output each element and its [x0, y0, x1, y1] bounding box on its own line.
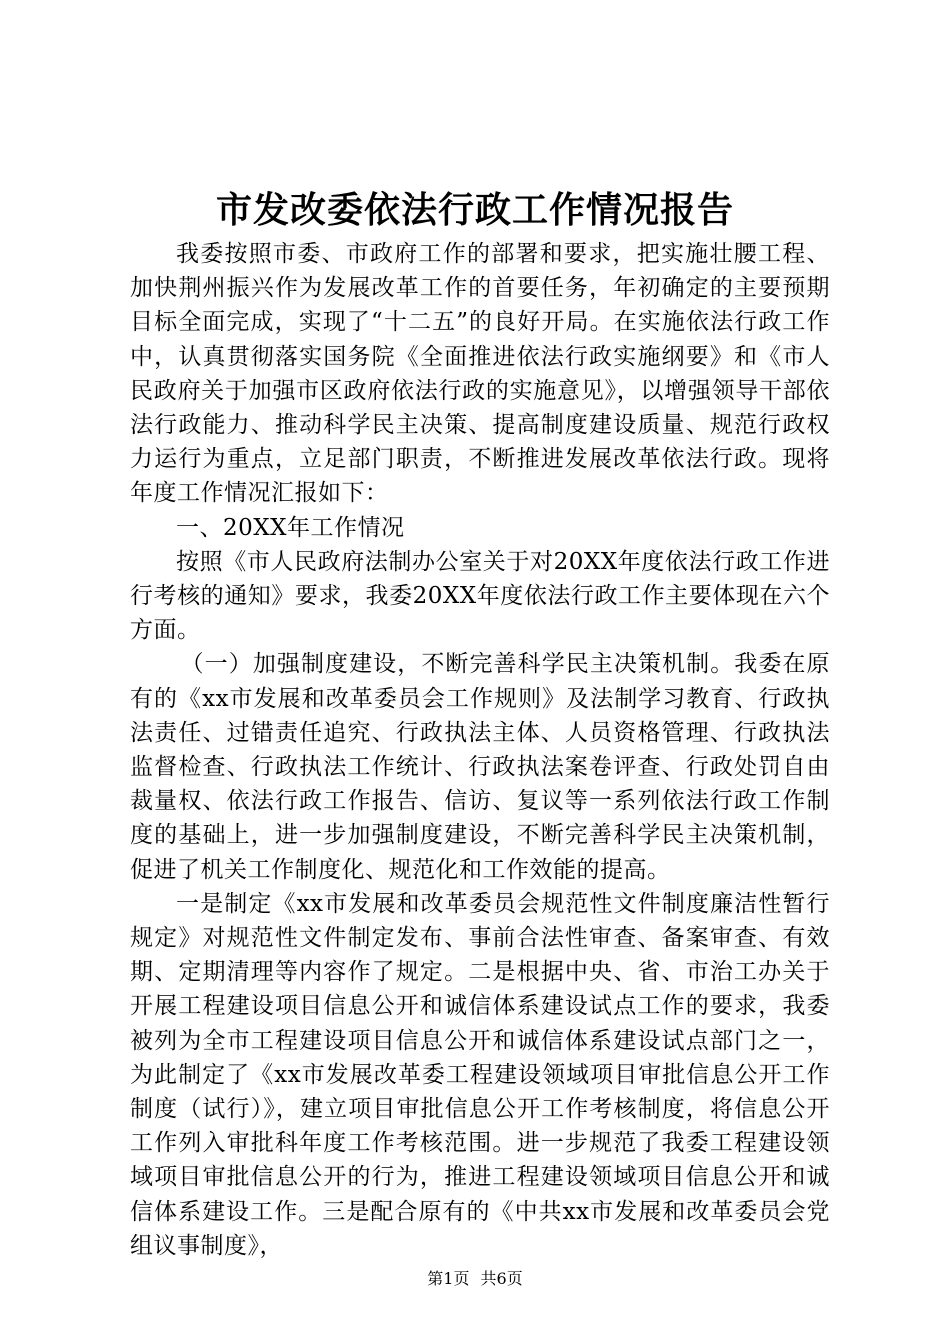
paragraph-subsection-1: （一）加强制度建设，不断完善科学民主决策机制。我委在原有的《xx市发展和改革委员会工作规则》及法制学习教育、行政执法责任、过错责任追究、行政执法主体、人员资格管理、行政执法监督检查、行政执法工作统计、行政执法案卷评查、行政处罚自由裁量权、依法行政工作报告、信访、复议等一系列依法行政工作制度的基础上，进一步加强制度建设，不断完善科学民主决策机制，促进了机关工作制度化、规范化和工作效能的提高。 — [130, 651, 830, 883]
paragraph-details: 一是制定《xx市发展和改革委员会规范性文件制度廉洁性暂行规定》对规范性文件制定发布、事前合法性审查、备案审查、有效期、定期清理等内容作了规定。二是根据中央、省、市治工办关于开展工程建设项目信息公开和诚信体系建设试点工作的要求，我委被列为全市工程建设项目信息公开和诚信体系建设试点部门之一，为此制定了《xx市发展改革委工程建设领域项目审批信息公开工作制度（试行）》，建立项目审批信息公开工作考核制度，将信息公开工作列入审批科年度工作考核范围。进一步规范了我委工程建设领域项目审批信息公开的行为，推进工程建设领域项目信息公开和诚信体系建设工作。三是配合原有的《中共xx市发展和改革委员会党组议事制度》， — [130, 890, 830, 1259]
section-heading: 一、20XX年工作情况 — [176, 514, 405, 541]
document-title: 市发改委依法行政工作情况报告 — [215, 189, 734, 231]
page-number-current: 第1页 — [427, 1269, 470, 1288]
paragraph-intro: 我委按照市委、市政府工作的部署和要求，把实施壮腰工程、加快荆州振兴作为发展改革工作的首要任务，年初确定的主要预期目标全面完成，实现了“十二五”的良好开局。在实施依法行政工作中，认真贯彻落实国务院《全面推进依法行政实施纲要》和《市人民政府关于加强市区政府依法行政的实施意见》，以增强领导干部依法行政能力、推动科学民主决策、提高制度建设质量、规范行政权力运行为重点，立足部门职责，不断推进发展改革依法行政。现将年度工作情况汇报如下： — [130, 241, 830, 507]
document-body — [130, 237, 830, 1263]
page-footer — [0, 1268, 950, 1290]
page-number-total: 共6页 — [480, 1269, 523, 1288]
paragraph-assessment: 按照《市人民政府法制办公室关于对20XX年度依法行政工作进行考核的通知》要求，我委20XX年度依法行政工作主要体现在六个方面。 — [130, 548, 830, 644]
